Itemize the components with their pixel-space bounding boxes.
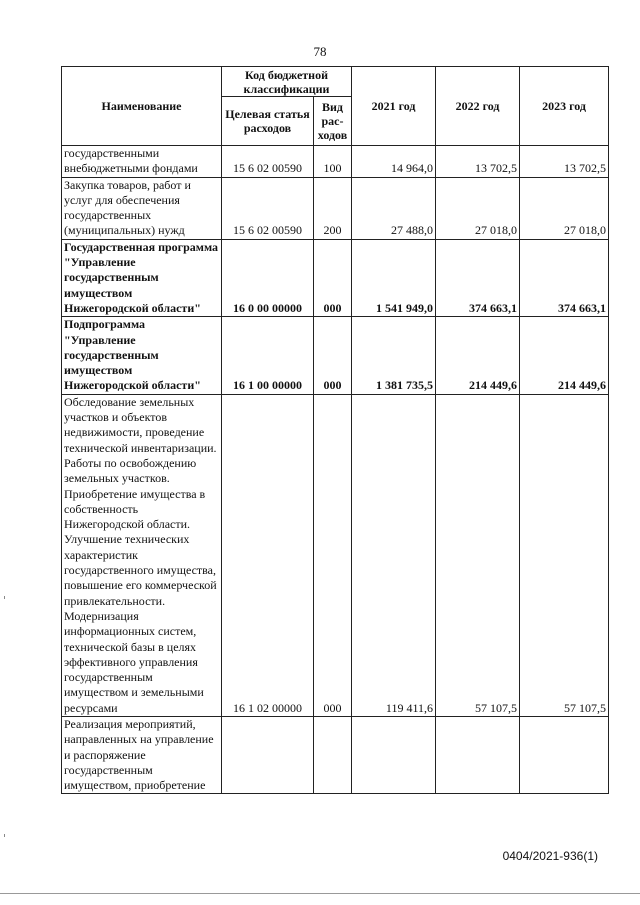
row-expense-type: 000 (314, 239, 352, 316)
row-name: Закупка товаров, работ и услуг для обеспечения государственных (муниципальных) нужд (62, 177, 222, 239)
scan-artifact-dot (4, 834, 5, 837)
scan-artifact-line (0, 893, 640, 894)
row-value-2023: 214 449,6 (520, 317, 609, 394)
header-2021: 2021 год (352, 67, 436, 146)
row-expense-type: 100 (314, 146, 352, 178)
row-value-2021: 1 541 949,0 (352, 239, 436, 316)
table-row (62, 317, 609, 394)
page-number: 78 (313, 44, 327, 59)
row-target-code: 16 1 02 00000 (222, 394, 314, 716)
row-value-2023 (520, 716, 609, 793)
row-value-2022: 13 702,5 (436, 146, 520, 178)
row-value-2021: 14 964,0 (352, 146, 436, 178)
table-row (62, 716, 609, 793)
row-value-2021: 119 411,6 (352, 394, 436, 716)
row-value-2023: 27 018,0 (520, 177, 609, 239)
row-name: Подпрограмма "Управление государственным имуществом Нижегородской области" (62, 317, 222, 394)
row-value-2023: 374 663,1 (520, 239, 609, 316)
document-code: 0404/2021-936(1) (502, 849, 598, 863)
row-expense-type: 000 (314, 394, 352, 716)
row-value-2023: 13 702,5 (520, 146, 609, 178)
row-target-code: 16 0 00 00000 (222, 239, 314, 316)
header-2022: 2022 год (436, 67, 520, 146)
row-value-2021: 27 488,0 (352, 177, 436, 239)
budget-table (61, 66, 609, 794)
row-name: Обследование земельных участков и объектов недвижимости, проведение технической инвентаризации. Работы по освобождению земельных участков. Приобретение имущества в собственность Нижегородской области. Улучшение технических характеристик государственного имущества, повышение его коммерческой привлекательности. Модернизация информационных систем, технической базы в целях эффективного управления государственным имуществом и земельными ресурсами (62, 394, 222, 716)
row-expense-type: 200 (314, 177, 352, 239)
scan-artifact-dot (4, 596, 5, 599)
row-target-code (222, 716, 314, 793)
table-row (62, 394, 609, 716)
row-name: Государственная программа "Управление государственным имуществом Нижегородской области" (62, 239, 222, 316)
row-name: государственными внебюджетными фондами (62, 146, 222, 178)
row-name: Реализация мероприятий, направленных на управление и распоряжение государственным имуществом, приобретение (62, 716, 222, 793)
row-value-2022: 374 663,1 (436, 239, 520, 316)
row-target-code: 15 6 02 00590 (222, 146, 314, 178)
header-target-item: Целевая статья расходов (222, 97, 314, 146)
row-value-2021 (352, 716, 436, 793)
table-row (62, 146, 609, 178)
row-value-2022: 214 449,6 (436, 317, 520, 394)
header-code-group: Код бюджетной классификации (222, 67, 352, 97)
row-value-2021: 1 381 735,5 (352, 317, 436, 394)
row-value-2022 (436, 716, 520, 793)
table-row (62, 239, 609, 316)
header-2023: 2023 год (520, 67, 609, 146)
row-value-2022: 27 018,0 (436, 177, 520, 239)
table-row (62, 177, 609, 239)
header-name: Наименование (62, 67, 222, 146)
row-expense-type (314, 716, 352, 793)
row-target-code: 15 6 02 00590 (222, 177, 314, 239)
header-expense-type: Вид рас- ходов (314, 97, 352, 146)
row-expense-type: 000 (314, 317, 352, 394)
row-value-2023: 57 107,5 (520, 394, 609, 716)
row-target-code: 16 1 00 00000 (222, 317, 314, 394)
row-value-2022: 57 107,5 (436, 394, 520, 716)
